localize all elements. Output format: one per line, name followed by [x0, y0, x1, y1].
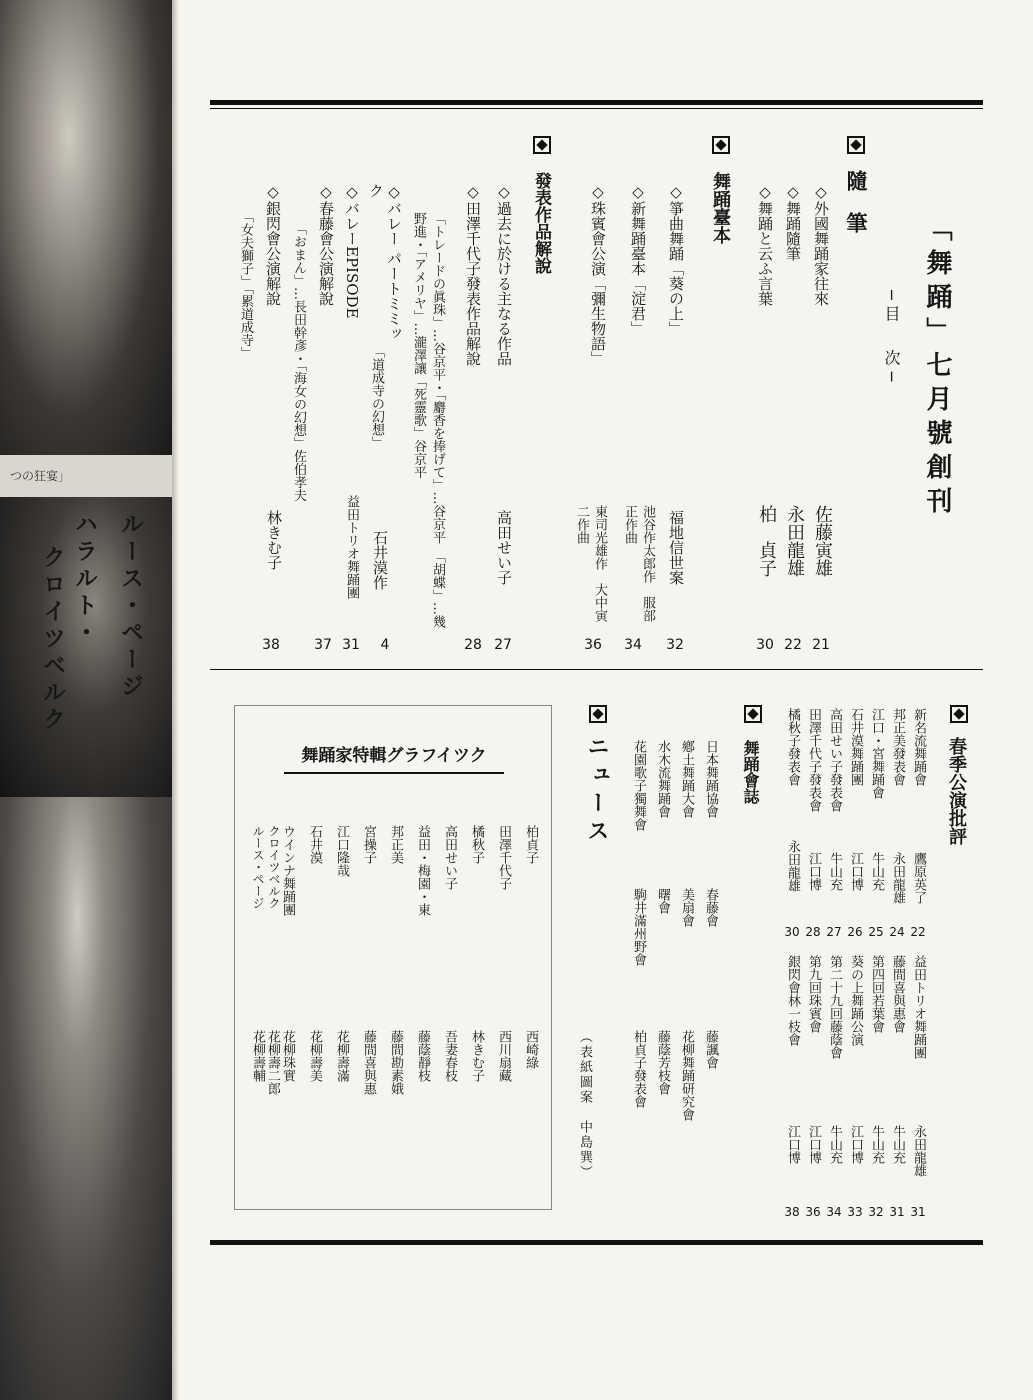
- hihyo-col1-7-page: 30: [784, 925, 800, 939]
- graph-top-2: 田澤千代子: [496, 825, 511, 890]
- hihyo-mark: [950, 705, 968, 727]
- kaisetsu-item-2-page: 28: [464, 637, 482, 653]
- graph-bottom-10: 花柳珠實: [280, 1030, 295, 1082]
- hihyo-col1-6-author: 江口博: [806, 852, 821, 891]
- hihyo-col1-4-author: 江口博: [848, 852, 863, 891]
- graph-bottom-8: 花柳壽滿: [334, 1030, 349, 1082]
- daihon-item-1-title: ◇箏曲舞踊「葵の上」: [667, 183, 685, 336]
- graph-bottom-12: 花柳壽輔: [250, 1030, 265, 1082]
- kaisetsu-item-4-title: ◇バレーEPISODE: [343, 183, 361, 319]
- kaishi-r4-c1: 花園歌子獨舞會: [631, 740, 646, 831]
- kaisetsu-item-5-sub: 「おまん」…長田幹彥・「海女の幻想」佐伯孝夫: [291, 222, 306, 502]
- graph-bottom-4: 吾妻春枝: [442, 1030, 457, 1082]
- hihyo-col1-6-page: 28: [805, 925, 821, 939]
- bottom-rule: [210, 1240, 983, 1245]
- kaisetsu-item-6-page: 38: [262, 637, 280, 653]
- hihyo-col2-2-page: 31: [889, 1205, 905, 1219]
- hihyo-col2-6-title: 第九回珠賓會: [806, 955, 821, 1033]
- news-mark: [589, 705, 607, 727]
- masthead-title: 「舞踊」七月號創刊: [922, 215, 952, 521]
- graph-bottom-7: 藤間喜與惠: [361, 1030, 376, 1095]
- hihyo-col1-3-page: 25: [868, 925, 884, 939]
- kaishi-r1-c2: 春藤會: [703, 888, 718, 927]
- hihyo-col1-5-page: 27: [826, 925, 842, 939]
- hihyo-col2-5-title: 第二十九回藤蔭會: [827, 955, 842, 1059]
- kaisetsu-item-3-sub: 「道成寺の幻想」: [369, 345, 384, 449]
- artist-name-2: ハラルト・: [71, 512, 97, 647]
- hihyo-col2-2-title: 藤間喜與惠會: [890, 955, 905, 1033]
- hihyo-col1-3-author: 牛山充: [869, 852, 884, 891]
- hihyo-col1-4-page: 26: [847, 925, 863, 939]
- daihon-mark: [712, 136, 730, 158]
- graph-top-7: 宮操子: [361, 825, 376, 864]
- zuihitsu-item-2-title: ◇舞踊隨筆: [784, 183, 802, 261]
- top-rule-thin: [210, 108, 983, 109]
- hihyo-col2-5-author: 牛山充: [827, 1125, 842, 1164]
- graph-bottom-6: 藤間勘素娥: [388, 1030, 403, 1095]
- hihyo-col2-1-title: 益田トリオ舞踊團: [911, 955, 926, 1059]
- hihyo-col2-3-page: 32: [868, 1205, 884, 1219]
- kaisetsu-item-1-author: 高田せい子: [495, 510, 513, 585]
- zuihitsu-item-3-title: ◇舞踊と云ふ言葉: [756, 183, 774, 306]
- zuihitsu-item-2-page: 22: [784, 637, 802, 653]
- hihyo-col2-2-author: 牛山充: [890, 1125, 905, 1164]
- hihyo-col1-3-title: 江口・宮舞踊會: [869, 708, 884, 799]
- kaishi-r3-c1: 水木流舞踊會: [655, 740, 670, 818]
- kaishi-r3-c3: 藤蔭芳枝會: [655, 1030, 670, 1095]
- page-fold: [172, 0, 178, 1400]
- graph-bottom-1: 西崎綠: [523, 1030, 538, 1069]
- dancer-photo-top: [0, 0, 172, 455]
- news-heading: ニュース: [584, 735, 609, 847]
- kaisetsu-item-3-page: 4: [380, 637, 390, 653]
- graph-top-12: ルース・ページ: [251, 825, 265, 909]
- graph-top-3: 橘秋子: [469, 825, 484, 864]
- daihon-item-3-author: 東司光雄作 大中寅二作曲: [574, 505, 607, 622]
- hihyo-col1-4-title: 石井漠舞踊團: [848, 708, 863, 786]
- kaisetsu-item-6-author: 林きむ子: [265, 510, 283, 570]
- hihyo-col1-2-author: 永田龍雄: [890, 852, 905, 904]
- kaishi-r3-c2: 曙會: [655, 888, 670, 914]
- kaisetsu-item-3-author: 石井漠作: [371, 530, 389, 590]
- graph-top-5: 益田・梅園・東: [415, 825, 430, 916]
- graph-top-4: 高田せい子: [442, 825, 457, 890]
- kaishi-r2-c3: 花柳舞踊研究會: [679, 1030, 694, 1121]
- kaishi-r4-c2: 駒井滿州野會: [631, 888, 646, 966]
- hihyo-col1-6-title: 田澤千代子發表會: [806, 708, 821, 812]
- graph-bottom-11: 花柳壽二郎: [265, 1030, 280, 1095]
- daihon-item-1-author: 福地信世案: [667, 510, 685, 585]
- daihon-item-2-title: ◇新舞踊臺本「淀君」: [629, 183, 647, 336]
- zuihitsu-item-2-author: 永田龍雄: [784, 505, 805, 577]
- middle-rule: [210, 669, 983, 670]
- photo-caption: つの狂宴」: [10, 469, 71, 483]
- graph-bottom-5: 藤蔭靜枝: [415, 1030, 430, 1082]
- hihyo-col2-7-author: 江口博: [785, 1125, 800, 1164]
- hihyo-col2-4-title: 葵の上舞踊公演: [848, 955, 863, 1046]
- kaisetsu-item-5-title: ◇春藤會公演解說: [317, 183, 335, 306]
- graph-top-8: 江口隆哉: [334, 825, 349, 877]
- cover-credit: （表紙圖案 中島巽）: [577, 1030, 592, 1180]
- zuihitsu-heading: 隨 筆: [844, 170, 868, 233]
- zuihitsu-mark: [847, 136, 865, 158]
- graph-top-10: ウインナ舞踊團: [280, 825, 295, 916]
- hihyo-col1-7-title: 橘秋子發表會: [785, 708, 800, 786]
- graphic-feature-box: [234, 705, 552, 1210]
- graph-heading-rule: [284, 772, 504, 774]
- toc-label: ─目 次─: [882, 290, 901, 388]
- kaisetsu-item-2-sub: 「トレードの眞珠」…谷京平・「麝香を捧げて」…谷京平 「胡蝶」…幾野進・「アメリヤ」…瀧澤讓「死靈歌」谷京平: [411, 212, 445, 628]
- hihyo-col2-3-title: 第四回若葉會: [869, 955, 884, 1033]
- kaisetsu-mark: [533, 136, 551, 158]
- hihyo-col2-7-page: 38: [784, 1205, 800, 1219]
- daihon-item-1-page: 32: [666, 637, 684, 653]
- graph-bottom-9: 花柳壽美: [307, 1030, 322, 1082]
- kaisetsu-item-4-author: 益田トリオ舞踊團: [344, 495, 359, 599]
- artist-name-3: クロイツベルク: [39, 545, 65, 734]
- kaisetsu-item-1-title: ◇過去に於ける主なる作品: [495, 183, 513, 366]
- graph-top-6: 邦正美: [388, 825, 403, 864]
- kaisetsu-item-6-title: ◇銀閃會公演解說: [264, 183, 282, 306]
- hihyo-col1-2-title: 邦正美發表會: [890, 708, 905, 786]
- zuihitsu-item-1-title: ◇外國舞踊家往來: [812, 183, 830, 306]
- graph-top-11: クロイツベルク: [267, 825, 281, 909]
- kaisetsu-item-2-title: ◇田澤千代子發表作品解說: [464, 183, 482, 366]
- kaishi-r1-c3: 藤諷會: [703, 1030, 718, 1069]
- kaisetsu-item-4-page: 31: [342, 637, 360, 653]
- hihyo-col2-5-page: 34: [826, 1205, 842, 1219]
- hihyo-col2-6-author: 江口博: [806, 1125, 821, 1164]
- kaisetsu-heading: 發表作品解說: [531, 172, 551, 274]
- hihyo-col2-3-author: 牛山充: [869, 1125, 884, 1164]
- zuihitsu-item-1-author: 佐藤寅雄: [812, 505, 833, 577]
- zuihitsu-item-3-page: 30: [756, 637, 774, 653]
- hihyo-col2-1-page: 31: [910, 1205, 926, 1219]
- hihyo-col1-1-author: 鷹原英了: [911, 852, 926, 904]
- graph-top-9: 石井漠: [307, 825, 322, 864]
- hihyo-heading: 春季公演批評: [946, 737, 967, 845]
- artist-name-1: ルース・ページ: [117, 512, 143, 701]
- graph-bottom-2: 西川扇藏: [496, 1030, 511, 1082]
- hihyo-col2-7-title: 銀閃會林一枝會: [785, 955, 800, 1046]
- zuihitsu-item-1-page: 21: [812, 637, 830, 653]
- hihyo-col1-1-title: 新名流舞踊會: [911, 708, 926, 786]
- graph-heading: 舞踊家特輯グラフイツク: [301, 746, 487, 766]
- kaisetsu-item-1-page: 27: [494, 637, 512, 653]
- daihon-item-3-page: 36: [584, 637, 602, 653]
- daihon-heading: 舞踊臺本: [710, 172, 731, 244]
- zuihitsu-item-3-author: 柏 貞子: [756, 505, 777, 577]
- kaishi-heading: 舞踊會誌: [741, 740, 760, 804]
- dancer-photo-bottom: [0, 797, 172, 1400]
- daihon-item-3-title: ◇珠賓會公演「彌生物語」: [589, 183, 607, 366]
- hihyo-col1-5-title: 高田せい子發表會: [827, 708, 842, 812]
- kaishi-r2-c1: 鄕土舞踊大會: [679, 740, 694, 818]
- daihon-item-2-page: 34: [624, 637, 642, 653]
- hihyo-col1-5-author: 牛山充: [827, 852, 842, 891]
- hihyo-col2-6-page: 36: [805, 1205, 821, 1219]
- hihyo-col2-4-author: 江口博: [848, 1125, 863, 1164]
- hihyo-col2-4-page: 33: [847, 1205, 863, 1219]
- graph-bottom-3: 林きむ子: [469, 1030, 484, 1082]
- hihyo-col1-1-page: 22: [910, 925, 926, 939]
- hihyo-col1-7-author: 永田龍雄: [785, 840, 800, 892]
- kaishi-r1-c1: 日本舞踊協會: [703, 740, 718, 818]
- kaishi-r4-c3: 柏貞子發表會: [631, 1030, 646, 1108]
- kaisetsu-item-5-page: 37: [314, 637, 332, 653]
- kaishi-r2-c2: 美扇會: [679, 888, 694, 927]
- kaishi-mark: [744, 705, 762, 727]
- hihyo-col2-1-author: 永田龍雄: [911, 1125, 926, 1177]
- top-rule: [210, 100, 983, 105]
- graph-top-1: 柏貞子: [523, 825, 538, 864]
- daihon-item-2-author: 池谷作太郎作 服部正作曲: [622, 505, 655, 622]
- hihyo-col1-2-page: 24: [889, 925, 905, 939]
- photo-strip: [0, 0, 172, 1400]
- kaisetsu-item-3-title: ◇バレー パートミミック: [367, 183, 403, 341]
- kaisetsu-item-6-sub: 「女夫獅子」「累道成寺」: [238, 210, 253, 360]
